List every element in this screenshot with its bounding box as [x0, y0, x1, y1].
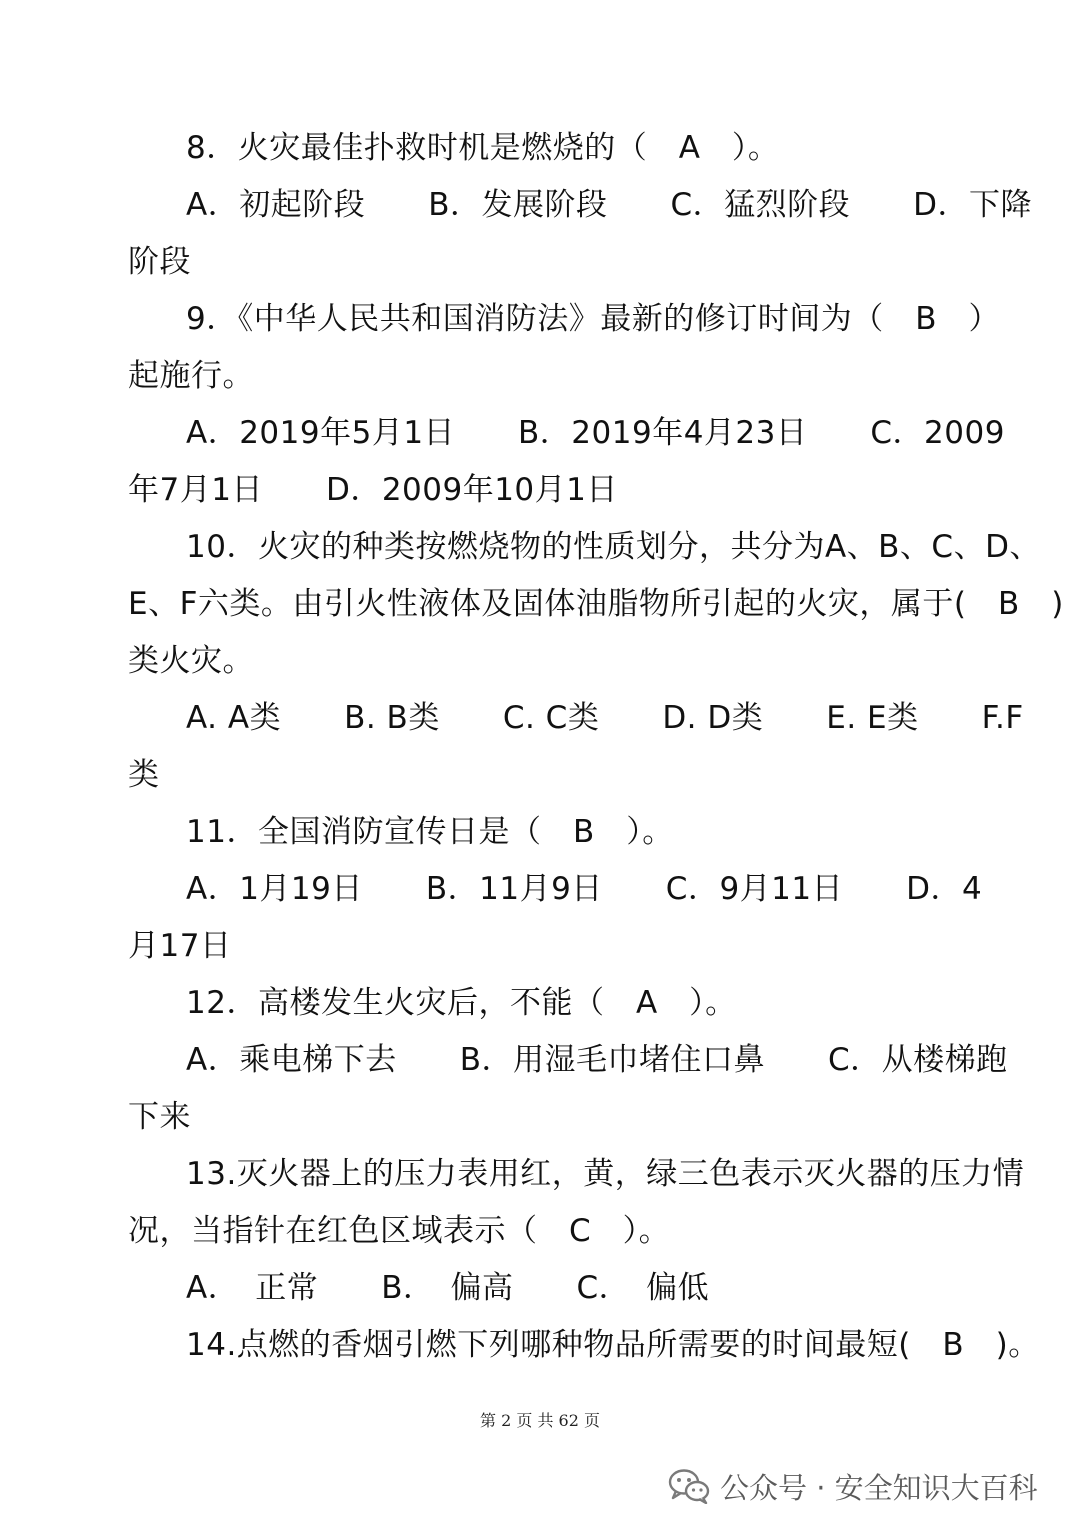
- watermark-text: 公众号 · 安全知识大百科: [720, 1470, 1038, 1505]
- text-line: E、F六类。由引火性液体及固体油脂物所引起的火灾，属于( B ): [128, 586, 1064, 622]
- text-line: 13.灭火器上的压力表用红，黄，绿三色表示灭火器的压力情: [186, 1156, 1025, 1192]
- text-line: 下来: [128, 1099, 191, 1135]
- page-number: 第 2 页 共 62 页: [480, 1411, 600, 1430]
- text-line: 10．火灾的种类按燃烧物的性质划分，共分为A、B、C、D、: [186, 529, 1041, 565]
- text-line: 类火灾。: [128, 643, 254, 679]
- wechat-icon: [668, 1468, 710, 1504]
- text-line: 14.点燃的香烟引燃下列哪种物品所需要的时间最短( B )。: [186, 1327, 1040, 1363]
- text-line: 月17日: [128, 928, 232, 964]
- text-line: 8．火灾最佳扑救时机是燃烧的（ A ）。: [186, 130, 780, 166]
- text-line: A． 正常 B． 偏高 C． 偏低: [186, 1270, 710, 1306]
- text-line: A. A类 B. B类 C. C类 D. D类 E. E类 F.F: [186, 700, 1024, 736]
- text-line: 况，当指针在红色区域表示（ C ）。: [128, 1213, 671, 1249]
- watermark: [668, 1464, 1038, 1508]
- text-line: A．乘电梯下去 B．用湿毛巾堵住口鼻 C．从楼梯跑: [186, 1042, 1008, 1078]
- text-line: 12．高楼发生火灾后，不能（ A ）。: [186, 985, 737, 1021]
- text-line: A．初起阶段 B．发展阶段 C．猛烈阶段 D．下降: [186, 187, 1032, 223]
- text-line: A．2019年5月1日 B．2019年4月23日 C．2009: [186, 415, 1005, 451]
- text-line: A．1月19日 B．11月9日 C．9月11日 D．4: [186, 871, 983, 907]
- text-line: 9．《中华人民共和国消防法》最新的修订时间为（ B ）: [186, 301, 1000, 337]
- text-line: 阶段: [128, 244, 191, 280]
- text-line: 年7月1日 D．2009年10月1日: [128, 472, 618, 508]
- text-line: 起施行。: [128, 358, 254, 394]
- text-line: 11．全国消防宣传日是（ B ）。: [186, 814, 674, 850]
- text-line: 类: [128, 757, 160, 793]
